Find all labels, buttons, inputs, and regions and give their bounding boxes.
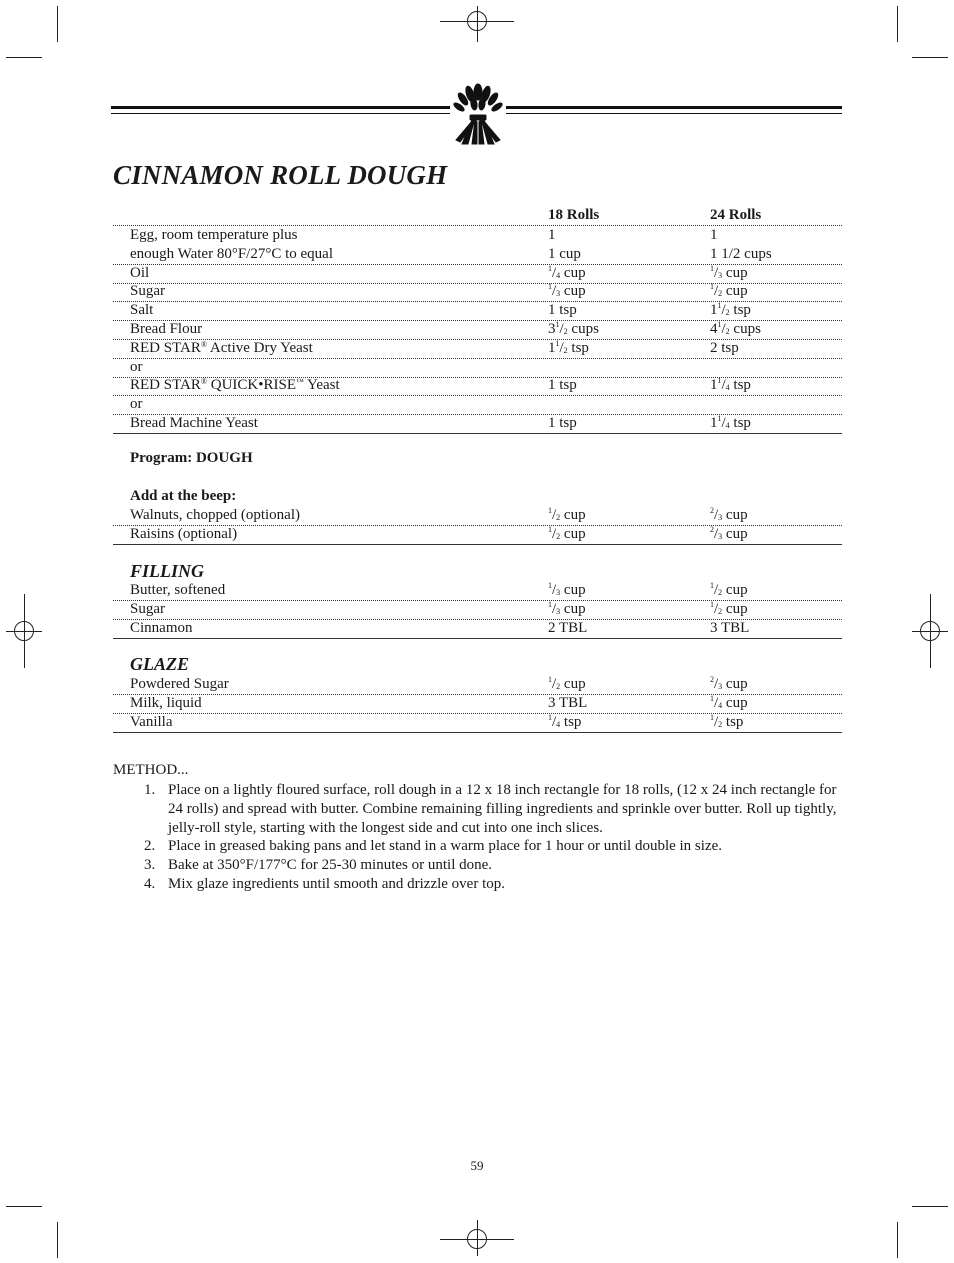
amount-24-rolls: $^1/_3$ cup	[710, 263, 748, 281]
ingredient-name: Bread Machine Yeast	[130, 415, 258, 431]
amount-18-rolls: $1^1/_2$ tsp	[548, 338, 589, 356]
fraction-numerator: 2	[710, 524, 714, 534]
ingredient-row	[113, 395, 842, 415]
fraction-denominator: 2	[556, 513, 561, 522]
ingredient-row	[113, 694, 842, 714]
amount-18-rolls: 2 TBL	[548, 619, 588, 636]
fraction-denominator: 4	[725, 383, 730, 393]
amount-18-rolls: 1	[548, 227, 556, 243]
fraction-numerator: 1	[555, 338, 560, 348]
ingredient-row	[113, 713, 842, 733]
method-steps	[140, 781, 840, 894]
amount-18-rolls: 1 cup	[548, 245, 581, 262]
step-number: 2.	[144, 838, 156, 855]
fraction-numerator: 1	[548, 712, 552, 722]
fraction-numerator: 1	[717, 320, 722, 329]
amount-24-rolls: $^2/_3$ cup	[710, 524, 748, 542]
ingredient-row	[113, 600, 842, 620]
ingredient-name: Sugar	[130, 600, 165, 617]
ingredient-name: Bread Flour	[130, 321, 203, 337]
amount-24-rolls: $^1/_2$ cup	[710, 282, 748, 300]
fraction-denominator: 2	[563, 345, 568, 355]
amount-18-rolls: $3^1/_2$ cups	[548, 320, 599, 337]
ingredient-name: Salt	[130, 302, 154, 319]
column-header-18-rolls: 18 Rolls	[548, 207, 600, 223]
fraction-numerator: 1	[710, 263, 714, 273]
fraction-numerator: 1	[710, 581, 714, 590]
amount-24-rolls: $4^1/_2$ cups	[710, 320, 761, 337]
amount-24-rolls: $^1/_2$ cup	[710, 581, 748, 598]
fraction-denominator: 2	[718, 719, 723, 729]
fraction-numerator: 1	[710, 693, 714, 703]
amount-24-rolls: $^2/_3$ cup	[710, 506, 748, 523]
fraction-numerator: 2	[710, 675, 714, 684]
ingredient-name: Raisins (optional)	[130, 525, 238, 542]
amount-18-rolls: 1 tsp	[548, 302, 577, 319]
fraction-denominator: 3	[556, 606, 561, 616]
method-step	[140, 875, 840, 894]
filling-section-title: FILLING	[130, 561, 205, 581]
registered-mark: ®	[200, 339, 207, 349]
ingredient-name: Butter, softened	[130, 582, 226, 598]
fraction-denominator: 2	[725, 308, 730, 318]
fraction-numerator: 1	[548, 675, 552, 684]
amount-24-rolls: 3 TBL	[710, 619, 750, 636]
fraction-numerator: 1	[548, 524, 552, 534]
amount-18-rolls: $^1/_2$ cup	[548, 506, 586, 523]
ingredient-row	[113, 414, 842, 434]
amount-18-rolls: 1 tsp	[548, 415, 577, 431]
fraction-denominator: 2	[563, 327, 568, 336]
ingredient-row	[113, 226, 842, 245]
fraction-denominator: 2	[556, 531, 561, 541]
ingredient-name: or	[130, 358, 143, 375]
ingredient-row	[113, 506, 842, 526]
add-at-beep-label: Add at the beep:	[130, 488, 237, 504]
fraction-denominator: 3	[718, 513, 723, 522]
glaze-section-title: GLAZE	[130, 654, 190, 674]
step-text: Place on a lightly floured surface, roll dough in a 12 x 18 inch rectangle for 18 rolls, (12 x 24 inch rectangle for 24 rolls) and spread with butter. Combine remaining filling ingredients and sprinkle over butter. Roll up tightly, jelly-roll style, starting with the longest side and cut into one inch slices.	[168, 782, 837, 836]
step-text: Bake at 350°F/177°C for 25-30 minutes or until done.	[168, 857, 493, 874]
step-number: 1.	[144, 782, 156, 798]
step-number: 4.	[144, 875, 156, 892]
fraction-numerator: 2	[710, 506, 714, 515]
amount-24-rolls: $1^1/_4$ tsp	[710, 414, 751, 431]
registered-mark: ®	[200, 377, 207, 387]
amount-18-rolls: $^1/_4$ cup	[548, 263, 586, 281]
page-title: CINNAMON ROLL DOUGH	[113, 160, 448, 190]
amount-18-rolls: 3 TBL	[548, 694, 588, 711]
fraction-denominator: 2	[718, 289, 723, 299]
ingredient-name: Sugar	[130, 283, 165, 300]
amount-24-rolls: 1 1/2 cups	[710, 245, 772, 262]
fraction-denominator: 2	[718, 588, 723, 597]
amount-24-rolls: $^2/_3$ cup	[710, 675, 748, 692]
amount-18-rolls: $^1/_3$ cup	[548, 599, 586, 617]
trademark-mark: ™	[296, 377, 304, 387]
fraction-denominator: 4	[556, 719, 561, 729]
amount-18-rolls: $^1/_4$ tsp	[548, 712, 582, 730]
ingredient-row	[113, 358, 842, 378]
fraction-numerator: 1	[717, 414, 722, 423]
fraction-denominator: 2	[718, 606, 723, 616]
amount-18-rolls: $^1/_2$ cup	[548, 675, 586, 692]
amount-18-rolls: $^1/_3$ cup	[548, 581, 586, 598]
ingredient-name: Walnuts, chopped (optional)	[130, 507, 301, 523]
ingredient-row	[113, 245, 842, 265]
step-text: Mix glaze ingredients until smooth and drizzle over top.	[168, 875, 506, 892]
fraction-denominator: 3	[556, 289, 561, 299]
fraction-numerator: 1	[548, 506, 552, 515]
amount-24-rolls: $^1/_4$ cup	[710, 693, 748, 711]
ingredient-name: RED STAR® QUICK•RISE™ Yeast	[130, 377, 340, 394]
ingredient-row	[113, 376, 842, 396]
ingredient-row	[113, 320, 842, 340]
fraction-numerator: 1	[548, 282, 552, 292]
fraction-denominator: 4	[718, 700, 723, 710]
ingredient-name: Egg, room temperature plus	[130, 227, 298, 243]
ingredient-row	[113, 282, 842, 302]
method-label: METHOD...	[113, 762, 189, 778]
amount-24-rolls: $1^1/_2$ tsp	[710, 301, 751, 319]
ingredient-row	[113, 301, 842, 321]
fraction-numerator: 1	[710, 599, 714, 609]
ingredient-name: or	[130, 396, 143, 413]
ingredient-name: Vanilla	[130, 713, 173, 730]
method-step	[140, 856, 840, 875]
ingredient-row	[113, 525, 842, 545]
method-step	[140, 837, 840, 856]
amount-18-rolls: $^1/_2$ cup	[548, 524, 586, 542]
fraction-denominator: 3	[718, 270, 723, 280]
ingredient-name: Oil	[130, 264, 150, 281]
column-header-24-rolls: 24 Rolls	[710, 207, 762, 223]
amount-24-rolls: $1^1/_4$ tsp	[710, 376, 751, 394]
ingredient-row	[113, 339, 842, 359]
step-number: 3.	[144, 857, 156, 874]
ingredient-row	[113, 619, 842, 639]
fraction-denominator: 4	[725, 421, 730, 430]
page-number: 59	[470, 1158, 484, 1173]
ingredient-name: enough Water 80°F/27°C to equal	[130, 245, 333, 262]
amount-18-rolls: 1 tsp	[548, 377, 577, 394]
fraction-numerator: 1	[710, 282, 714, 292]
ingredient-row	[113, 264, 842, 284]
fraction-denominator: 3	[718, 531, 723, 541]
fraction-denominator: 3	[556, 588, 561, 597]
ingredient-name: Powdered Sugar	[130, 676, 229, 692]
fraction-denominator: 3	[718, 682, 723, 691]
amount-24-rolls: 2 tsp	[710, 339, 739, 356]
amount-24-rolls: $^1/_2$ tsp	[710, 712, 744, 730]
fraction-numerator: 1	[555, 320, 560, 329]
ingredient-name: Cinnamon	[130, 619, 193, 636]
amount-18-rolls: $^1/_3$ cup	[548, 282, 586, 300]
method-step	[140, 781, 840, 837]
ingredient-name: Milk, liquid	[130, 694, 202, 711]
program-label: Program: DOUGH	[130, 450, 253, 466]
ingredient-row	[113, 581, 842, 601]
fraction-numerator: 1	[548, 599, 552, 609]
fraction-numerator: 1	[710, 712, 714, 722]
fraction-numerator: 1	[717, 376, 722, 386]
amount-24-rolls: 1	[710, 227, 718, 243]
fraction-numerator: 1	[548, 263, 552, 273]
fraction-denominator: 2	[556, 682, 561, 691]
fraction-denominator: 2	[725, 327, 730, 336]
step-text: Place in greased baking pans and let stand in a warm place for 1 hour or until double in size.	[168, 838, 723, 855]
fraction-numerator: 1	[717, 301, 722, 311]
wheat-sheaf-icon	[450, 82, 506, 148]
fraction-denominator: 4	[556, 270, 561, 280]
ingredient-row	[113, 675, 842, 695]
fraction-numerator: 1	[548, 581, 552, 590]
amount-24-rolls: $^1/_2$ cup	[710, 599, 748, 617]
ingredient-name: RED STAR® Active Dry Yeast	[130, 339, 313, 356]
